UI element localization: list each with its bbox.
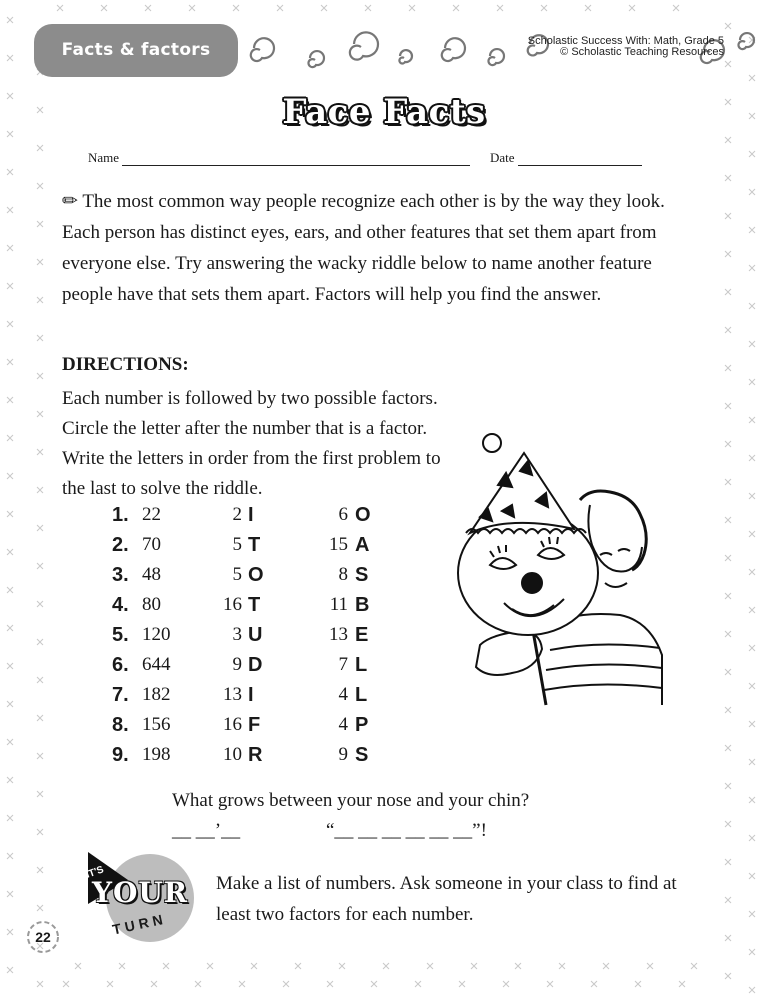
- credit-line-1: Scholastic Success With: Math, Grade 5: [527, 35, 724, 47]
- problem-value: 156: [142, 714, 171, 735]
- letter-option-2[interactable]: O: [355, 504, 371, 526]
- your-turn-text: Make a list of numbers. Ask someone in your class to find at least two factors for each number.: [216, 873, 677, 925]
- date-blank[interactable]: [518, 152, 642, 166]
- factor-option-2: 15: [329, 534, 348, 555]
- factor-option-1: 13: [223, 684, 242, 705]
- credit-line-2: © Scholastic Teaching Resources: [560, 46, 724, 58]
- letter-option-1[interactable]: I: [248, 504, 254, 526]
- problem-value: 70: [142, 534, 161, 555]
- directions-heading: DIRECTIONS:: [62, 354, 189, 375]
- letter-option-1[interactable]: F: [248, 714, 261, 736]
- date-label: Date: [490, 150, 515, 165]
- factor-option-2: 4: [338, 714, 348, 735]
- letter-option-2[interactable]: L: [355, 684, 368, 706]
- riddle-question: What grows between your nose and your chin?: [172, 790, 530, 811]
- factor-option-2: 4: [338, 684, 348, 705]
- factor-option-1: 3: [232, 624, 242, 645]
- factor-option-2: 11: [329, 594, 348, 615]
- problem-number: 5.: [112, 624, 129, 646]
- directions-body: Each number is followed by two possible factors. Circle the letter after the number that is a factor. Write the letters in order from the first problem to the last to solve the riddle.: [62, 388, 441, 499]
- problem-number: 8.: [112, 714, 129, 736]
- factor-option-2: 9: [338, 744, 348, 765]
- letter-option-2[interactable]: S: [355, 564, 369, 586]
- factor-option-2: 8: [338, 564, 348, 585]
- problem-number: 7.: [112, 684, 129, 706]
- section-tab: Facts & factors: [34, 24, 238, 77]
- name-field[interactable]: [88, 150, 470, 166]
- factor-option-2: 13: [329, 624, 348, 645]
- your-label: YOUR: [92, 876, 189, 909]
- factor-option-1: 5: [232, 564, 242, 585]
- letter-option-1[interactable]: D: [248, 654, 263, 676]
- name-label: Name: [88, 150, 120, 165]
- intro-paragraph: ✏ The most common way people recognize each other is by the way they look. Each person has distinct eyes, ears, and other features that set them apart from everyone else. Try answering the wacky riddle below to name another feature people have that sets them apart. Factors will help you find the answer.: [62, 191, 665, 305]
- problem-value: 120: [142, 624, 171, 645]
- letter-option-1[interactable]: I: [248, 684, 254, 706]
- letter-option-2[interactable]: E: [355, 624, 369, 646]
- factor-option-2: 6: [338, 504, 348, 525]
- factor-option-1: 2: [232, 504, 242, 525]
- letter-option-1[interactable]: T: [248, 534, 261, 556]
- factor-option-1: 5: [232, 534, 242, 555]
- problem-number: 3.: [112, 564, 129, 586]
- answer-blanks-word2[interactable]: “__ __ __ __ __ __”!: [326, 820, 487, 841]
- letter-option-2[interactable]: P: [355, 714, 369, 736]
- problem-value: 22: [142, 504, 161, 525]
- page-title: Face Facts: [282, 92, 486, 132]
- problem-number: 1.: [112, 504, 129, 526]
- page-number: 22: [35, 929, 51, 945]
- problem-value: 644: [142, 654, 171, 675]
- clown-mask-boy-illustration: [440, 425, 665, 710]
- letter-option-1[interactable]: O: [248, 564, 264, 586]
- letter-option-2[interactable]: L: [355, 654, 368, 676]
- problem-number: 2.: [112, 534, 129, 556]
- problem-value: 182: [142, 684, 171, 705]
- problem-value: 80: [142, 594, 161, 615]
- factor-option-1: 9: [232, 654, 242, 675]
- answer-blanks-word1[interactable]: __ __’__: [172, 820, 241, 841]
- letter-option-2[interactable]: B: [355, 594, 370, 616]
- copyright-credit: [528, 36, 724, 58]
- letter-option-1[interactable]: U: [248, 624, 263, 646]
- factor-option-2: 7: [338, 654, 348, 675]
- letter-option-2[interactable]: A: [355, 534, 370, 556]
- problem-value: 198: [142, 744, 171, 765]
- problem-number: 4.: [112, 594, 129, 616]
- factor-option-1: 10: [223, 744, 242, 765]
- its-label: IT'S: [84, 864, 106, 881]
- letter-option-1[interactable]: T: [248, 594, 261, 616]
- date-field[interactable]: [490, 150, 642, 166]
- problem-value: 48: [142, 564, 161, 585]
- factor-option-1: 16: [223, 714, 242, 735]
- factor-option-1: 16: [223, 594, 242, 615]
- turn-label: TURN: [110, 910, 168, 938]
- name-blank[interactable]: [122, 152, 470, 166]
- problem-number: 6.: [112, 654, 129, 676]
- letter-option-1[interactable]: R: [248, 744, 263, 766]
- letter-option-2[interactable]: S: [355, 744, 369, 766]
- problem-number: 9.: [112, 744, 129, 766]
